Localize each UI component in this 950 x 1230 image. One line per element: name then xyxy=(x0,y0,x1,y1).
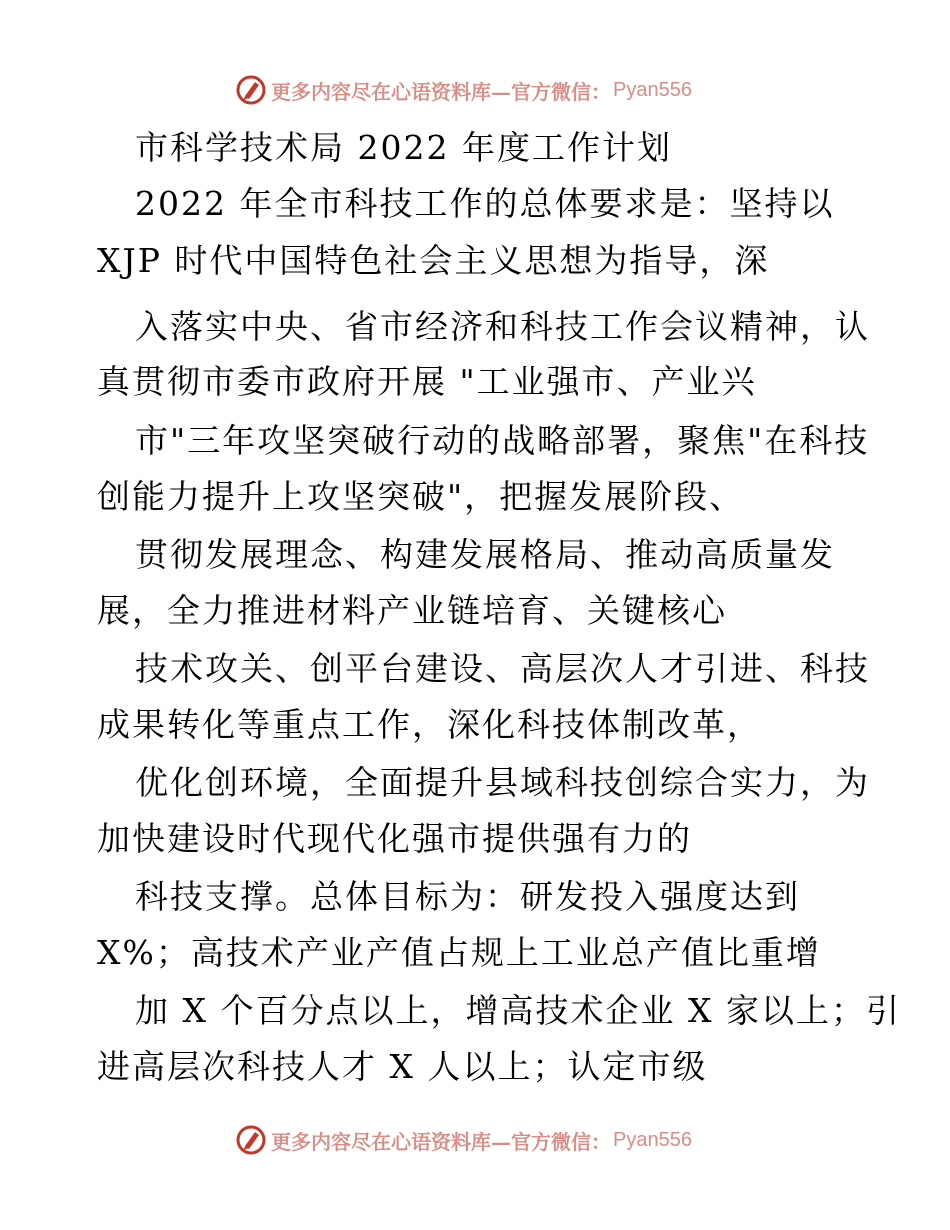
body-line: 技术攻关、创平台建设、高层次人才引进、科技 xyxy=(135,649,870,688)
body-line: 真贯彻市委市政府开展 "工业强市、产业兴 xyxy=(97,362,757,401)
watermark-text: 更多内容尽在心语资料库—官方微信： xyxy=(271,79,611,104)
body-line: 加快建设时代现代化强市提供强有力的 xyxy=(97,819,692,858)
pen-circle-logo-icon xyxy=(235,1124,267,1156)
body-line: X%；高技术产业产值占规上工业总产值比重增 xyxy=(97,933,821,972)
body-line: 市"三年攻坚突破行动的战略部署，聚焦"在科技 xyxy=(135,421,870,460)
watermark-wechat-id: Pyan556 xyxy=(613,1128,692,1151)
header-watermark xyxy=(0,72,950,108)
body-line: 2022 年全市科技工作的总体要求是：坚持以 xyxy=(135,184,835,223)
document-title: 市科学技术局 2022 年度工作计划 xyxy=(135,128,672,167)
body-line: 创能力提升上攻坚突破"，把握发展阶段、 xyxy=(97,477,745,516)
watermark-text: 更多内容尽在心语资料库—官方微信： xyxy=(271,1129,611,1154)
body-line: 展，全力推进材料产业链培育、关键核心 xyxy=(97,591,727,630)
body-line: 入落实中央、省市经济和科技工作会议精神，认 xyxy=(135,307,870,346)
watermark-wechat-id: Pyan556 xyxy=(613,78,692,101)
body-line: 成果转化等重点工作，深化科技体制改革， xyxy=(97,705,762,744)
body-line: 科技支撑。总体目标为：研发投入强度达到 xyxy=(135,877,800,916)
body-line: 进高层次科技人才 X 人以上；认定市级 xyxy=(97,1047,708,1086)
body-line: 优化创环境，全面提升县域科技创综合实力，为 xyxy=(135,763,870,802)
body-line: XJP 时代中国特色社会主义思想为指导，深 xyxy=(97,241,770,280)
footer-watermark xyxy=(0,1122,950,1158)
body-line: 加 X 个百分点以上，增高技术企业 X 家以上；引 xyxy=(135,991,901,1030)
body-line: 贯彻发展理念、构建发展格局、推动高质量发 xyxy=(135,535,835,574)
pen-circle-logo-icon xyxy=(235,74,267,106)
